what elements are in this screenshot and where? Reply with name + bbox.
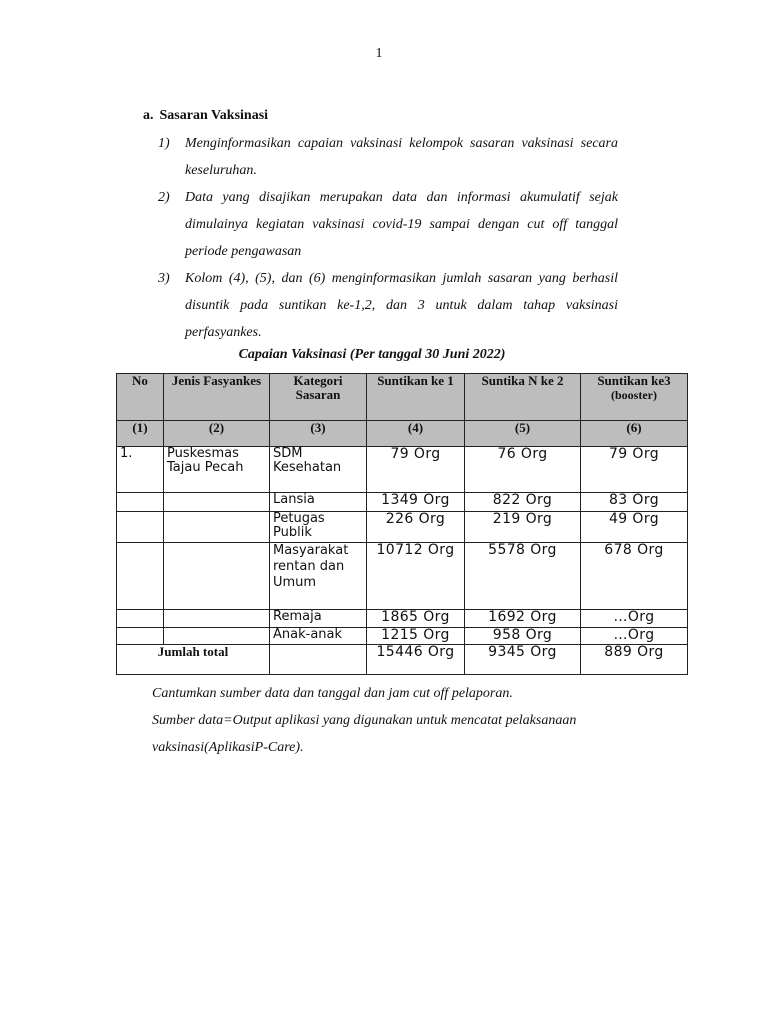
suntikan-2-cell: 1692 Org: [465, 610, 581, 628]
notes: [152, 680, 622, 761]
header-kategori-sasaran: Kategori Sasaran: [270, 374, 367, 421]
empty-cell: [270, 645, 367, 675]
empty-cell: [164, 628, 270, 645]
suntikan-3-cell: …Org: [581, 610, 688, 628]
section-letter: a.: [143, 108, 154, 123]
table-caption: Capaian Vaksinasi (Per tanggal 30 Juni 2022): [238, 347, 506, 362]
empty-cell: [117, 543, 164, 610]
total-row: [117, 645, 688, 675]
list-item: [158, 130, 618, 184]
empty-cell: [164, 493, 270, 512]
header-booster-label: (booster): [611, 388, 657, 402]
header-suntikan-2: Suntika N ke 2: [465, 374, 581, 421]
suntikan-1-cell: 1215 Org: [367, 628, 465, 645]
total-suntikan-1: 15446 Org: [367, 645, 465, 675]
index-cell: (2): [164, 421, 270, 447]
table-row: [117, 447, 688, 493]
kategori-cell: Petugas Publik: [270, 512, 367, 543]
suntikan-1-cell: 10712 Org: [367, 543, 465, 610]
empty-cell: [117, 628, 164, 645]
header-suntikan-3-label: Suntikan ke3: [597, 373, 671, 388]
list-item-number: 1): [158, 136, 170, 151]
kategori-cell: Remaja: [270, 610, 367, 628]
header-suntikan-3: [581, 374, 688, 421]
empty-cell: [164, 543, 270, 610]
suntikan-2-cell: 958 Org: [465, 628, 581, 645]
suntikan-1-cell: 226 Org: [367, 512, 465, 543]
suntikan-2-cell: 822 Org: [465, 493, 581, 512]
kategori-cell: Anak-anak: [270, 628, 367, 645]
suntikan-1-cell: 79 Org: [367, 447, 465, 493]
total-suntikan-2: 9345 Org: [465, 645, 581, 675]
table-row: [117, 543, 688, 610]
index-cell: (3): [270, 421, 367, 447]
table-row: [117, 512, 688, 543]
header-no: No: [117, 374, 164, 421]
suntikan-2-cell: 5578 Org: [465, 543, 581, 610]
index-cell: (6): [581, 421, 688, 447]
total-label: Jumlah total: [117, 645, 270, 675]
vaccination-table: [116, 373, 688, 675]
list-item-text: Menginformasikan capaian vaksinasi kelompok sasaran vaksinasi secara keseluruhan.: [185, 136, 618, 178]
empty-cell: [164, 610, 270, 628]
table-row: [117, 610, 688, 628]
list-item-number: 2): [158, 190, 170, 205]
kategori-cell: Lansia: [270, 493, 367, 512]
fasyankes-name: Puskesmas Tajau Pecah: [164, 447, 270, 493]
list-item: [158, 265, 618, 346]
suntikan-3-cell: 678 Org: [581, 543, 688, 610]
section-heading: [143, 108, 268, 124]
empty-cell: [117, 512, 164, 543]
suntikan-1-cell: 1349 Org: [367, 493, 465, 512]
list-item-text: Kolom (4), (5), dan (6) menginformasikan jumlah sasaran yang berhasil disuntik pada suntikan ke-1,2, dan 3 untuk dalam tahap vaksinasi perfasyankes.: [185, 271, 618, 340]
empty-cell: [117, 493, 164, 512]
table-header-row: [117, 374, 688, 421]
suntikan-2-cell: 76 Org: [465, 447, 581, 493]
suntikan-3-cell: 79 Org: [581, 447, 688, 493]
kategori-cell: Masyarakat rentan dan Umum: [270, 543, 367, 610]
suntikan-3-cell: 83 Org: [581, 493, 688, 512]
header-suntikan-1: Suntikan ke 1: [367, 374, 465, 421]
index-cell: (1): [117, 421, 164, 447]
info-list: [158, 130, 618, 346]
empty-cell: [117, 610, 164, 628]
section-title: Sasaran Vaksinasi: [159, 108, 269, 123]
suntikan-1-cell: 1865 Org: [367, 610, 465, 628]
empty-cell: [164, 512, 270, 543]
kategori-cell: SDM Kesehatan: [270, 447, 367, 493]
suntikan-3-cell: 49 Org: [581, 512, 688, 543]
header-jenis-fasyankes: Jenis Fasyankes: [164, 374, 270, 421]
table-row: [117, 628, 688, 645]
total-suntikan-3: 889 Org: [581, 645, 688, 675]
table-index-row: [117, 421, 688, 447]
page-number: 1: [375, 46, 383, 61]
note-line: Cantumkan sumber data dan tanggal dan jam cut off pelaporan.: [152, 686, 513, 701]
suntikan-2-cell: 219 Org: [465, 512, 581, 543]
suntikan-3-cell: …Org: [581, 628, 688, 645]
list-item-text: Data yang disajikan merupakan data dan informasi akumulatif sejak dimulainya kegiatan vaksinasi covid-19 sampai dengan cut off tanggal periode pengawasan: [185, 190, 618, 259]
note-line: Sumber data=Output aplikasi yang digunakan untuk mencatat pelaksanaan vaksinasi(AplikasiP-Care).: [152, 713, 577, 755]
index-cell: (5): [465, 421, 581, 447]
index-cell: (4): [367, 421, 465, 447]
list-item-number: 3): [158, 271, 170, 286]
row-number: 1.: [117, 447, 164, 493]
table-row: [117, 493, 688, 512]
list-item: [158, 184, 618, 265]
